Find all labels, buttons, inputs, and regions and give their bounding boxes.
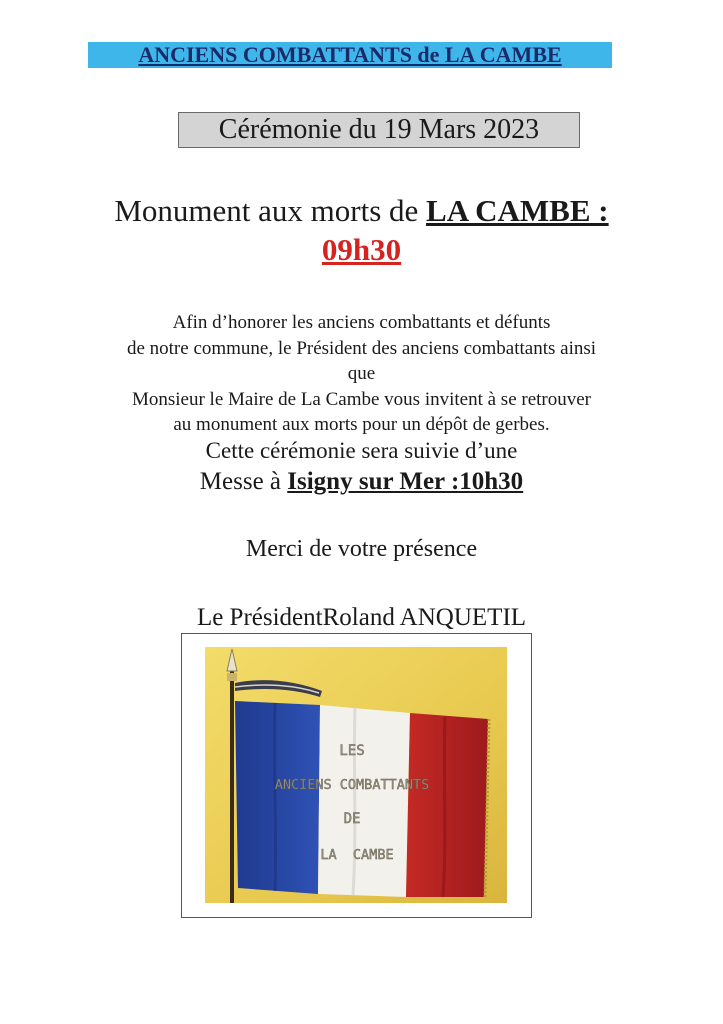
invitation-line: Monsieur le Maire de La Cambe vous invitent à se retrouver [131, 388, 592, 410]
monument-line [0, 192, 723, 230]
invitation-line: de notre commune, le Président des anciens combattants ainsi [126, 337, 597, 359]
president-signature: Le PrésidentRoland ANQUETIL [196, 604, 527, 631]
association-banner: ANCIENS COMBATTANTS de LA CAMBE [88, 42, 612, 68]
ceremony-follow-line: Cette cérémonie sera suivie d’une [205, 438, 518, 463]
mass-prefix: Messe à [199, 468, 288, 495]
mass-location: Isigny sur Mer :10h30 [287, 468, 524, 495]
monument-time: 09h30 [321, 232, 402, 267]
flag-red-stripe [406, 713, 488, 897]
invitation-line: Afin d’honorer les anciens combattants et défunts [172, 312, 551, 333]
photo-frame [181, 633, 532, 918]
inscription-line: LA CAMBE [320, 847, 394, 863]
flag-photo [205, 647, 507, 903]
monument-place: LA CAMBE : [426, 193, 609, 228]
flag-white-stripe [318, 705, 410, 897]
thanks-line: Merci de votre présence [245, 536, 478, 562]
pole-collar [227, 673, 237, 681]
mass-line [0, 466, 723, 498]
inscription-line: ANCIENS COMBATTANTS [274, 777, 430, 793]
invitation-line: au monument aux morts pour un dépôt de gerbes. [173, 414, 550, 435]
inscription-line: LES [339, 743, 365, 759]
flag-blue-stripe [235, 701, 320, 894]
inscription-line: DE [343, 811, 361, 827]
invitation-paragraph [40, 310, 683, 438]
invitation-line: que [347, 363, 376, 384]
ceremony-title: Cérémonie du 19 Mars 2023 [178, 112, 580, 148]
monument-prefix: Monument aux morts de [114, 193, 427, 228]
